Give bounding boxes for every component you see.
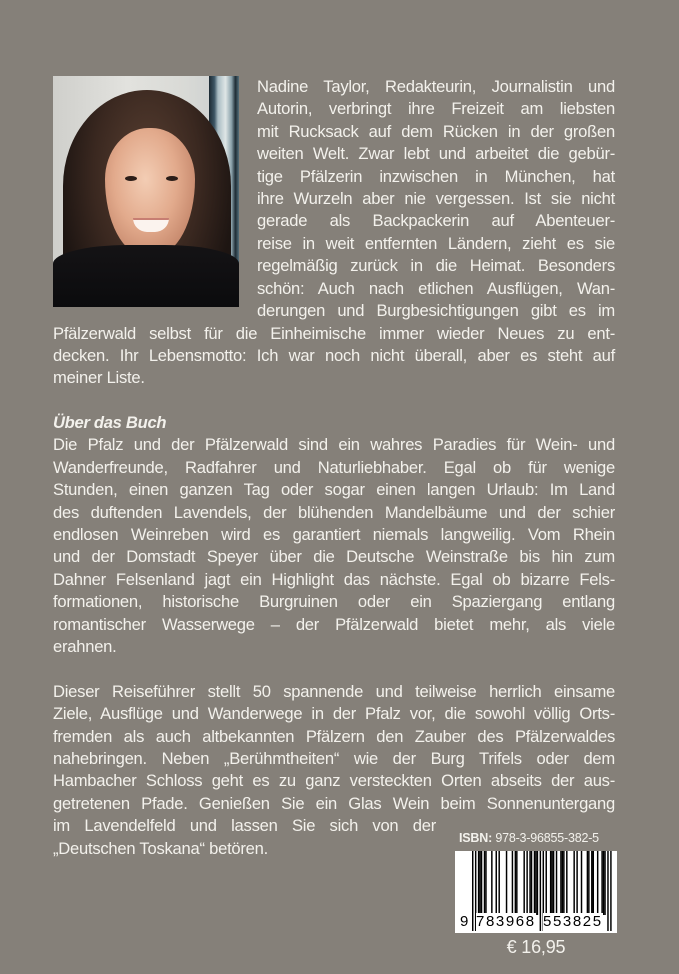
barcode-first-digit: 9 [460,913,469,930]
barcode-digits [455,913,617,931]
author-bio-line: reise in weit entfernten Ländern, zieht es sie [257,234,615,253]
eye-left [125,176,137,181]
price: € 16,95 [506,937,566,957]
about-book-line: Dieser Reiseführer stellt 50 spannende und teilweise herrlich einsame [53,682,615,701]
author-bio-line: weiten Welt. Zwar lebt und arbeitet die gebür- [257,144,615,163]
about-book-line: nahebringen. Neben „Berühmtheiten“ wie der Burg Trifels oder dem [53,749,615,768]
about-book-line: getretenen Pfade. Genießen Sie ein Glas Wein beim Sonnenuntergang [53,794,615,813]
about-book-line: erahnen. [53,637,117,656]
author-photo [53,76,239,307]
author-bio-line: ihre Wurzeln aber nie vergessen. Ist sie nicht [257,189,615,208]
barcode-left-group: 783968 [476,913,536,930]
author-bio-line: derungen und Burgbesichtigungen gibt es im [257,301,615,320]
author-bio-line: Nadine Taylor, Redakteurin, Journalistin und [257,77,615,96]
isbn-label: ISBN: [459,831,493,845]
about-book-line: Dahner Felsenland jagt ein Highlight das nächste. Egal ob bizarre Fels- [53,570,615,589]
section-heading-about-book: Über das Buch [53,413,167,432]
about-book-line: Hambacher Schloss geht es zu ganz versteckten Orten abseits der aus- [53,771,615,790]
author-bio-line: gerade als Backpackerin auf Abenteuer- [257,211,615,230]
author-bio-line: meiner Liste. [53,368,145,387]
about-book-line: im Lavendelfeld und lassen Sie sich von der [53,816,436,835]
eye-right [166,176,178,181]
author-bio-line: regelmäßig zurück in die Heimat. Besonders [257,256,615,275]
about-book-line: „Deutschen Toskana“ betören. [53,839,268,858]
about-book-line: endlosen Weinreben wird es garantiert niemals langweilig. Vom Rhein [53,525,615,544]
about-book-line: Stunden, einen ganzen Tag oder sogar einen langen Urlaub: Im Land [53,480,615,499]
about-book-line: Wanderfreunde, Radfahrer und Naturliebhaber. Egal ob für wenige [53,458,615,477]
isbn-value: 978-3-96855-382-5 [495,831,599,845]
author-bio-line: decken. Ihr Lebensmotto: Ich war noch nicht überall, aber es steht auf [53,346,615,365]
about-book-line: fremden als auch altbekannten Pfälzern den Zauber des Pfälzerwaldes [53,727,615,746]
ean-barcode [455,851,617,933]
author-bio-line: schön: Auch nach etlichen Ausflügen, Wan- [257,279,615,298]
barcode-right-group: 553825 [543,913,603,930]
about-book-line: Die Pfalz und der Pfälzerwald sind ein wahres Paradies für Wein- und [53,435,615,454]
isbn [459,830,615,846]
about-book-line: formationen, historische Burgruinen oder ein Spaziergang entlang [53,592,615,611]
about-book-line: und der Domstadt Speyer über die Deutsche Weinstraße bis hin zum [53,547,615,566]
author-bio-line: tige Pfälzerin inzwischen in München, hat [257,167,615,186]
about-book-line: romantischer Wasserwege – der Pfälzerwald bietet mehr, als viele [53,615,615,634]
author-bio-line: mit Rucksack auf dem Rücken in der großen [257,122,615,141]
about-book-line: des duftenden Lavendels, der blühenden Mandelbäume und der schier [53,503,615,522]
sweater [53,245,239,307]
author-bio-line: Autorin, verbringt ihre Freizeit am liebsten [257,99,615,118]
about-book-line: Ziele, Ausflüge und Wanderwege in der Pfalz vor, die sowohl völlig Orts- [53,704,615,723]
author-bio-line: Pfälzerwald selbst für die Einheimische immer wieder Neues zu ent- [53,324,615,343]
